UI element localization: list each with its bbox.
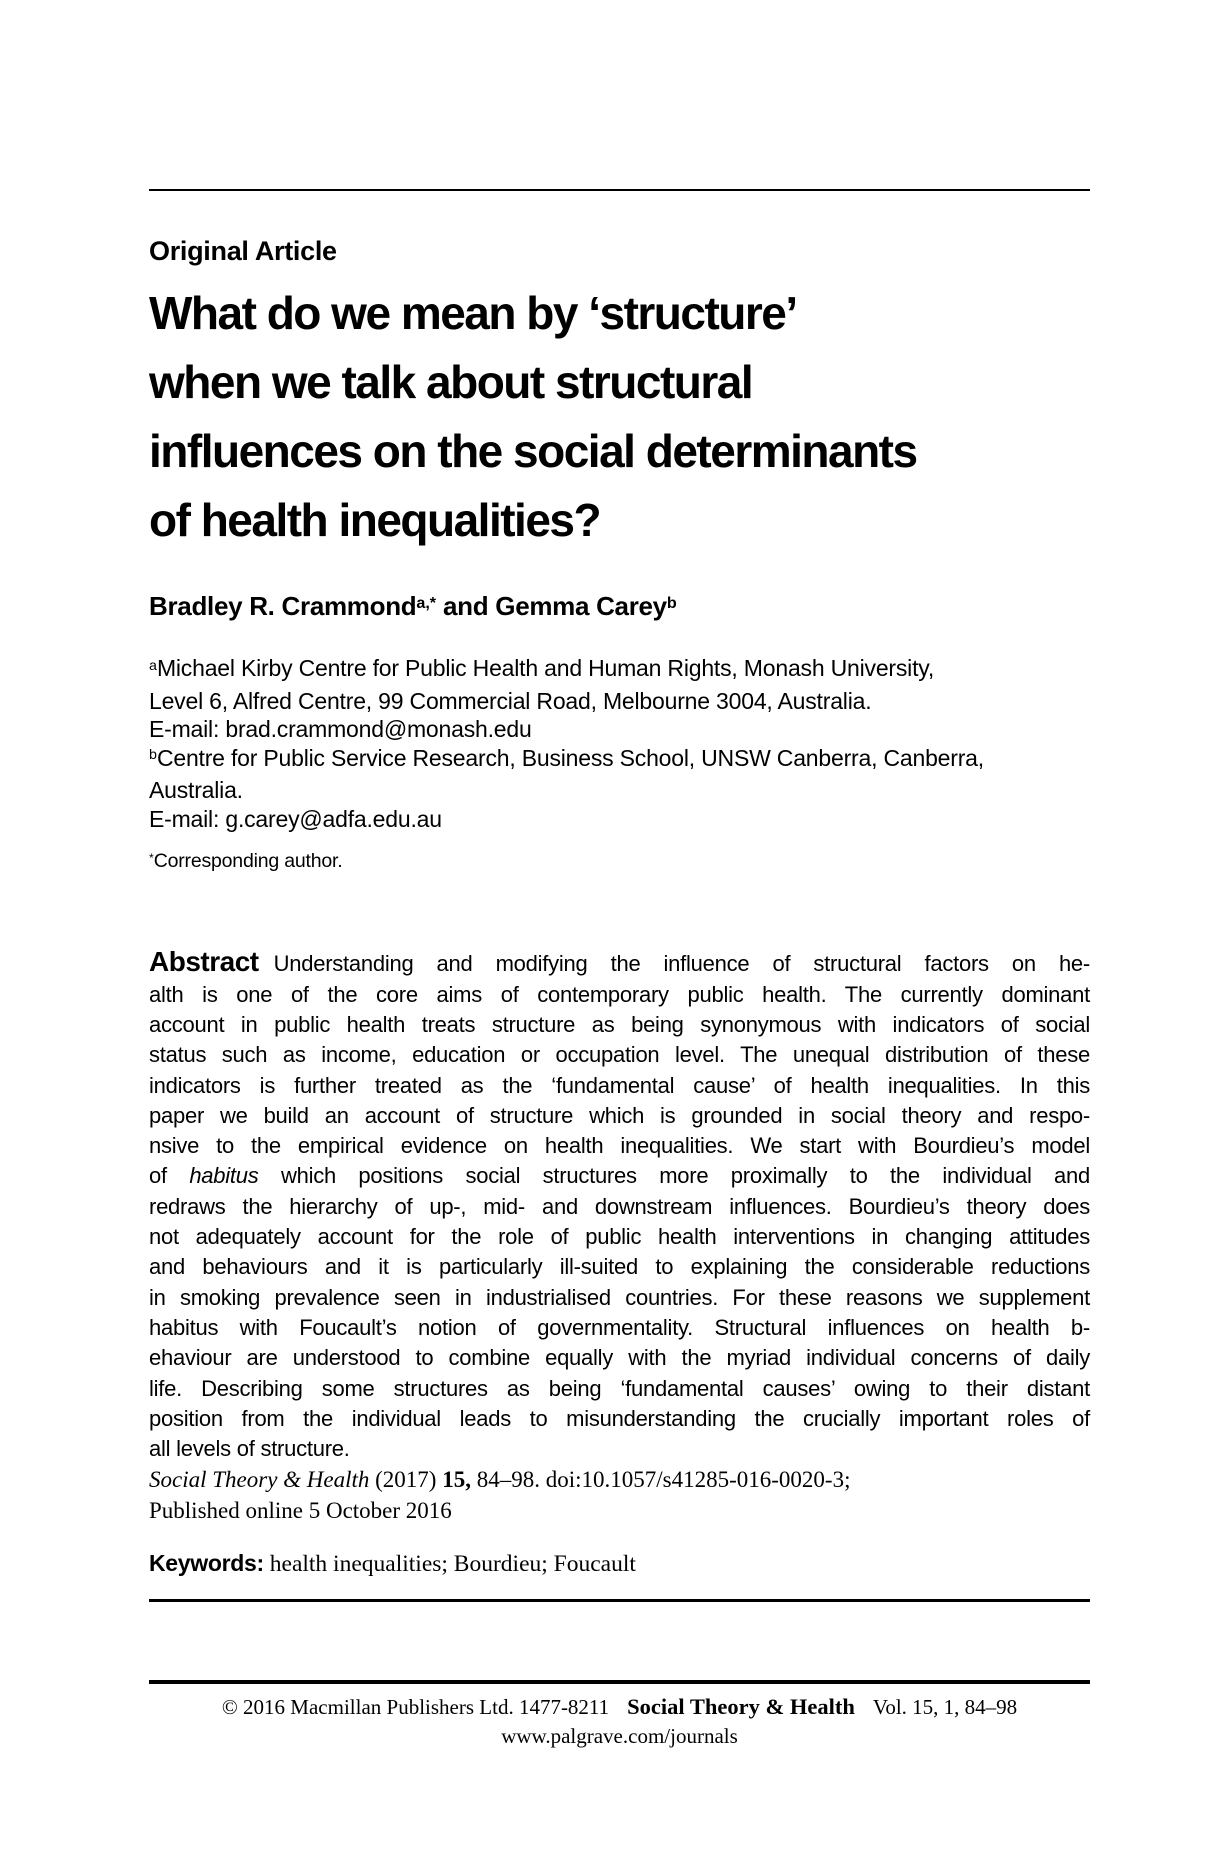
text-segment: Michael Kirby Centre for Public Health and Human Rights, Monash University,: [156, 655, 935, 682]
text-segment: redraws the hierarchy of up-, mid- and downstream influences. Bourdieu’s theory does: [149, 1193, 1090, 1219]
text-segment: ehaviour are understood to combine equally with the myriad individual concerns of daily: [149, 1345, 1090, 1371]
text-segment: What do we mean by ‘structure’: [149, 287, 797, 340]
abstract-line: [149, 1222, 1090, 1252]
title-line: [149, 348, 1090, 417]
affiliation-line: [149, 715, 1090, 744]
abstract-line: [149, 1071, 1090, 1101]
text-segment: indicators is further treated as the ‘fundamental cause’ of health inequalities. In this: [149, 1072, 1090, 1098]
footer-copyright: © 2016 Macmillan Publishers Ltd. 1477-8211: [221, 1695, 610, 1720]
top-divider: [149, 189, 1090, 191]
text-segment: b: [149, 747, 157, 763]
text-segment: b: [666, 593, 677, 612]
title-line: [149, 279, 1090, 348]
affiliation-line: [149, 805, 1090, 834]
author-byline: [149, 591, 1090, 626]
text-segment: Level 6, Alfred Centre, 99 Commercial Road, Melbourne 3004, Australia.: [149, 687, 872, 714]
abstract-line: [149, 1313, 1090, 1343]
abstract-line: [149, 1040, 1090, 1070]
abstract-line: [149, 1404, 1090, 1434]
footer-publisher-url: www.palgrave.com/journals: [501, 1724, 738, 1749]
text-segment: account in public health treats structure as being synonymous with indicators of social: [149, 1011, 1090, 1037]
text-segment: Australia.: [149, 777, 243, 804]
text-segment: (2017): [369, 1467, 443, 1493]
text-segment: nsive to the empirical evidence on health inequalities. We start with Bourdieu’s model: [149, 1133, 1090, 1159]
title-line: [149, 486, 1090, 555]
text-segment: not adequately account for the role of public health interventions in changing attitudes: [149, 1224, 1090, 1250]
text-segment: habitus: [189, 1163, 259, 1189]
text-segment: and behaviours and it is particularly ill-suited to explaining the considerable reductions: [149, 1254, 1090, 1280]
affiliation-line: [149, 687, 1090, 716]
abstract-line: [149, 1374, 1090, 1404]
text-segment: habitus with Foucault’s notion of governmentality. Structural influences on health b-: [149, 1314, 1090, 1340]
citation-line: [149, 1495, 1090, 1526]
keywords-row: [149, 1548, 1090, 1579]
abstract-line: [149, 1252, 1090, 1282]
text-segment: which positions social structures more proximally to the individual and: [258, 1163, 1090, 1189]
affiliations: [149, 654, 1090, 833]
footer-volume-info: Vol. 15, 1, 84–98: [872, 1695, 1018, 1720]
article-first-page: [149, 0, 1090, 1750]
corresponding-author-note: [149, 849, 1090, 875]
footer-imprint-line: [149, 1692, 1090, 1722]
abstract: [149, 947, 1090, 1464]
text-segment: Social Theory & Health: [149, 1467, 370, 1493]
text-segment: alth is one of the core aims of contemporary public health. The currently dominant: [149, 981, 1090, 1007]
text-segment: Centre for Public Service Research, Business School, UNSW Canberra, Canberra,: [156, 744, 984, 771]
text-segment: a,*: [416, 593, 437, 612]
text-segment: E-mail: brad.crammond@monash.edu: [149, 716, 532, 743]
text-segment: paper we build an account of structure which is grounded in social theory and respo-: [149, 1102, 1090, 1128]
text-segment: and Gemma Carey: [436, 591, 667, 622]
keywords-label: Keywords:: [149, 1550, 264, 1577]
text-segment: position from the individual leads to misunderstanding the crucially important roles of: [149, 1405, 1090, 1431]
affiliation-line: [149, 776, 1090, 805]
abstract-label: Abstract: [149, 946, 259, 978]
abstract-line: [149, 1131, 1090, 1161]
article-title: [149, 279, 1090, 555]
footer-divider: [149, 1680, 1090, 1684]
citation-line: [149, 1464, 1090, 1495]
abstract-line: [149, 1161, 1090, 1191]
text-segment: of: [149, 1163, 190, 1189]
text-segment: Understanding and modifying the influence of structural factors on he-: [273, 951, 1090, 977]
content-bottom-divider: [149, 1599, 1090, 1602]
text-segment: in smoking prevalence seen in industrialised countries. For these reasons we supplement: [149, 1284, 1090, 1310]
citation: [149, 1464, 1090, 1526]
abstract-line: [149, 1283, 1090, 1313]
text-segment: E-mail: g.carey@adfa.edu.au: [149, 805, 442, 832]
footer-journal-name: Social Theory & Health: [627, 1694, 855, 1720]
article-type-label: Original Article: [149, 236, 337, 266]
text-segment: influences on the social determinants: [149, 425, 917, 478]
abstract-line: [149, 980, 1090, 1010]
text-segment: 15,: [442, 1467, 471, 1493]
text-segment: life. Describing some structures as being ‘fundamental causes’ owing to their distant: [149, 1375, 1090, 1401]
text-segment: of health inequalities?: [149, 494, 601, 547]
abstract-line: [149, 1101, 1090, 1131]
abstract-line: [149, 1192, 1090, 1222]
affiliation-line: [149, 654, 1090, 687]
keywords-list: health inequalities; Bourdieu; Foucault: [263, 1551, 636, 1578]
abstract-line: [149, 1010, 1090, 1040]
abstract-line: [149, 947, 1090, 979]
text-segment: *: [149, 850, 154, 865]
abstract-line: [149, 1343, 1090, 1373]
text-segment: all levels of structure.: [149, 1436, 350, 1462]
text-segment: status such as income, education or occupation level. The unequal distribution of these: [149, 1042, 1090, 1068]
text-segment: Published online 5 October 2016: [149, 1498, 452, 1524]
title-line: [149, 417, 1090, 486]
text-segment: Corresponding author.: [153, 850, 343, 873]
text-segment: Bradley R. Crammond: [149, 591, 417, 622]
text-segment: 84–98. doi:10.1057/s41285-016-0020-3;: [470, 1467, 851, 1493]
text-segment: when we talk about structural: [149, 356, 753, 409]
text-segment: a: [149, 657, 157, 674]
abstract-line: [149, 1434, 1090, 1464]
affiliation-line: [149, 744, 1090, 777]
